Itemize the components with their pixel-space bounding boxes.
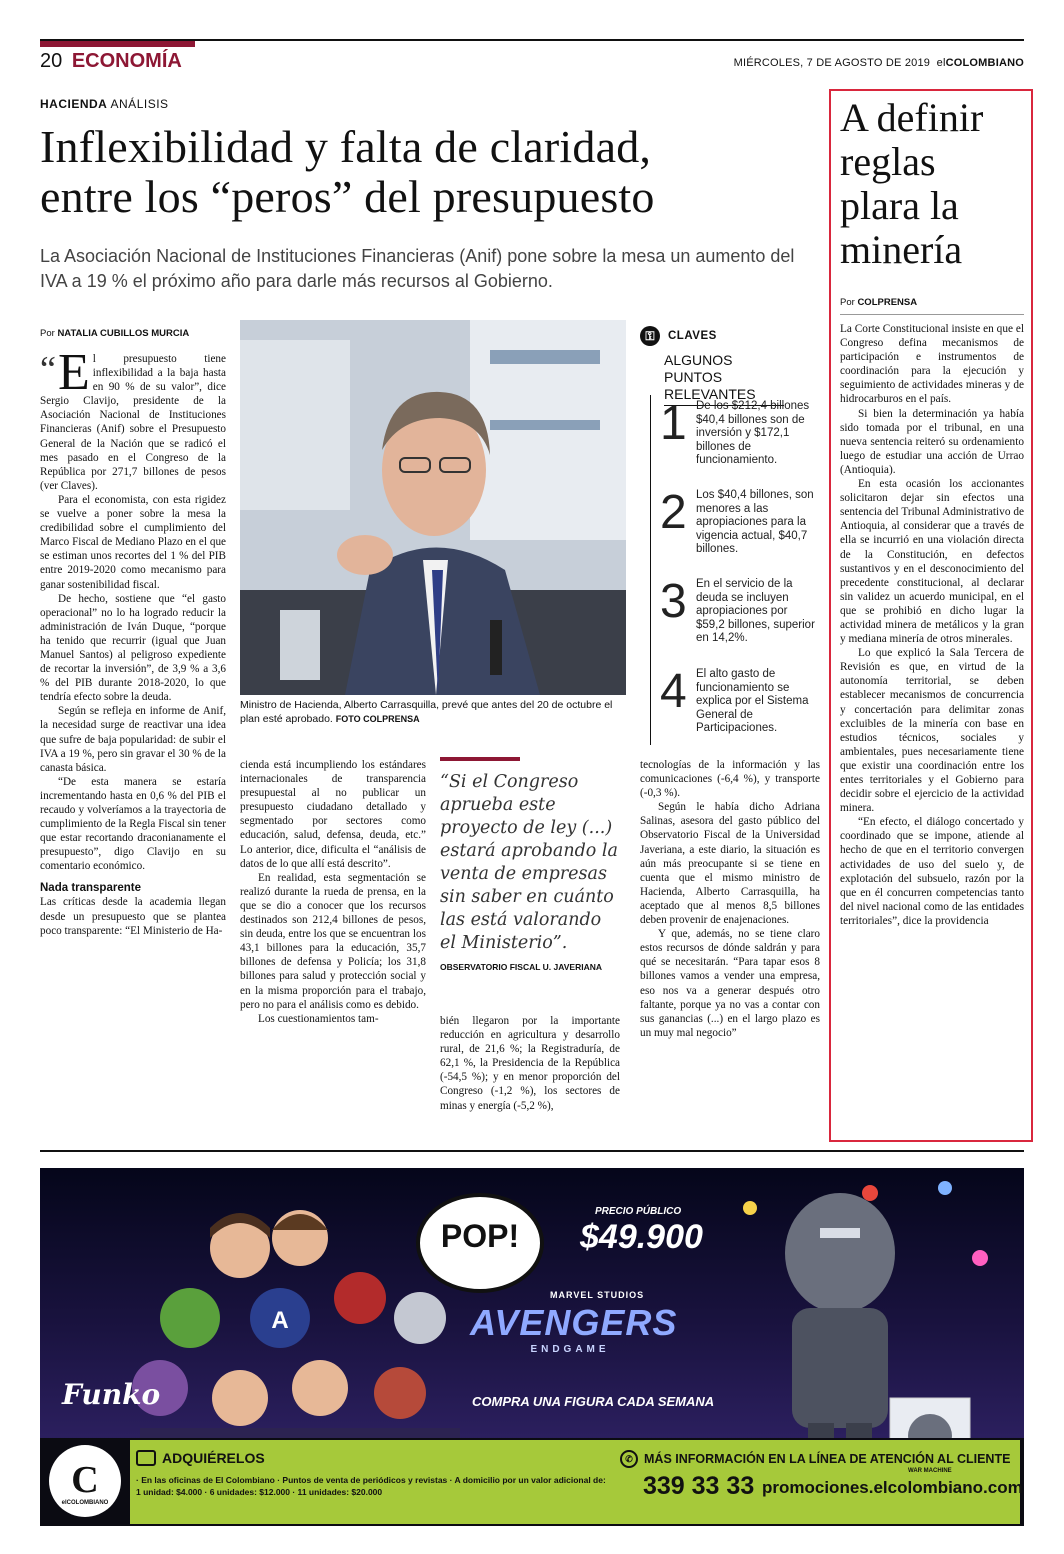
claves-item-number: 2 [660,486,687,539]
paragraph: Para el economista, con esta rigidez se vuelve a poner sobre la mesa la credibilidad sobre el cumplimiento del Marco Fiscal de Mediano Plazo en el que se estiman unos recortes del 1 % del PIB entre 2019-2020 como mecanismo para ganar sostenibilidad fiscal. [40,493,226,591]
info-title: MÁS INFORMACIÓN EN LA LÍNEA DE ATENCIÓN AL CLIENTE [644,1452,1011,1466]
pullquote-text: “Si el Congreso aprueba este proyecto de ley (...) estará aprobando la venta de empresas sin saber en cuánto las está valorando el Ministerio”. [440,772,618,953]
phone-icon: ✆ [620,1450,638,1468]
ad-box-label: WAR MACHINE [908,1468,952,1474]
paragraph: En esta ocasión los accionantes solicitaron dejar sin efectos una sentencia del Tribunal Administrativo de Antioquia, al considerar que a través de ella se incurrió en una violación directa de la Constitución, en defectos sustantivos y en el desconocimiento del precedente constitucional, al declarar sin validez un acuerdo municipal, en el que se prohibió en dicho lugar la actividad minera de metálicos y la gran y mediana minería de otros minerales. [840,478,1024,646]
acquire-line: 1 unidad: $4.000 · 6 unidades: $12.000 · 11 unidades: $20.000 [136,1487,383,1497]
claves-item-number: 4 [660,665,687,718]
article-column-1 [40,344,226,938]
headline-line-1: Inflexibilidad y falta de claridad, [40,121,652,172]
sidebar-body [840,322,1024,928]
article-column-4 [640,758,820,1040]
opening-quote-mark: “ [40,349,56,389]
paragraph: bién llegaron por la importante reducción en agricultura y desarrollo rural, de 21,6 %; la Registraduría, de 62,1 %, la Presidencia de la República (-54,5 %); y en menor proporción del Congreso (-1,2 %), los sectores de minas y energía (-5,2 %), [440,1015,620,1112]
section-name: ECONOMÍA [71,50,182,72]
claves-title: ALGUNOS PUNTOS RELEVANTES [664,352,784,406]
kicker-topic: HACIENDA [40,97,108,111]
paragraph: Los cuestionamientos tam- [258,1012,379,1025]
article-headline [40,122,820,222]
el-colombiano-logo: C [71,1459,99,1501]
kicker-type: ANÁLISIS [110,97,169,111]
sidebar-byline-prefix: Por [840,297,855,308]
paragraph: Si bien la determinación ya había sido tomada por el tribunal, en una nueva sentencia reiteró su ordenamiento luego de estudiar una acción de Urrao (Antioquia). [840,407,1024,476]
el-colombiano-logo-text: elCOLOMBIANO [61,1500,109,1506]
ad-price-label: PRECIO PÚBLICO [595,1206,682,1217]
article-dek: La Asociación Nacional de Instituciones Financieras (Anif) pone sobre la mesa un aumento del IVA a 19 % el próximo año para darle más recursos al Gobierno. [40,246,795,291]
cart-icon [136,1450,156,1466]
ad-separator [40,1150,1024,1152]
svg-text:A: A [271,1307,289,1334]
article-photo [240,320,626,695]
sidebar-title-line: plara la [840,183,959,228]
advertisement[interactable] [40,1168,1024,1526]
key-icon: ⚿ [640,326,660,346]
paragraph: Las críticas desde la academia llegan desde un presupuesto que se plantea poco transparente: “El Ministerio de Ha- [40,896,226,937]
article-column-3 [440,1014,620,1113]
paragraph: Y que, además, no se tiene claro estos recursos de dónde saldrán y para qué se necesitarán. “Para tapar esos 8 billones vamos a vender una empresa, eso nos va a generar después otro faltante, porque ya no vas a contar con sus ganancias (...) en el largo plazo es un muy mal negocio” [640,928,820,1039]
ad-studio: MARVEL STUDIOS [550,1290,645,1300]
claves-item [660,665,818,736]
acquire-details [136,1474,626,1498]
claves-item [660,486,818,557]
paragraph: “De esta manera se estaría incrementando hasta en 0,6 % del PIB el recaudo y volveríamos a la trayectoria de cumplimiento de la Regla Fiscal sin tener que estar recortando draconianamente el presupuesto”, digo Clavijo en su comentario económico. [40,775,226,873]
article-byline [40,328,189,339]
brand-name: COLOMBIANO [945,57,1024,69]
claves-item [660,575,818,646]
paragraph: “En efecto, el diálogo concertado y coordinado que se impone, atiende al hecho de que en el territorio convergen actividades de uso del suelo y, de explotación del subsuelo, razón por la que en él concurren competencias tanto del nivel nacional como de las entidades territoriales”, dice la providencia [840,816,1024,927]
funko-logo: Funko [62,1378,161,1411]
claves-header [640,326,818,406]
paragraph: cienda está incumpliendo los estándares internacionales de transparencia presupuestal al no publicar un presupuesto ciudadano detallado y segmentado por sectores como educación, salud, defensa, deuda, etc.” Lo anterior, dice, dificulta el “análisis de datos de lo que allí está descrito”. [240,759,426,870]
article-kicker [40,97,169,111]
pullquote-rule [440,757,520,761]
sidebar-title [840,96,1024,272]
photo-credit: FOTO COLPRENSA [335,713,420,724]
ad-phone[interactable]: 339 33 33 [643,1472,755,1500]
paragraph: En realidad, esta segmentación se realizó durante la rueda de prensa, en la que se dio a conocer que los recursos destinados son 212,4 billones de pesos, sin deuda, entre los que se encuentran los 43,1 billones para la educación, 35,7 billones de defensa y Policía; los 31,8 billones para salud y protección social y en la misma proporción para el trabajo, pero no para el análisis como es debido. [240,871,426,1011]
page-header [40,50,182,73]
sidebar-title-line: minería [840,227,963,272]
issue-date: MIÉRCOLES, 7 DE AGOSTO DE 2019 [733,57,931,69]
claves-item-text: El alto gasto de funcionamiento se explica por el Sistema General de Participaciones. [696,668,809,734]
headline-line-2: entre los “peros” del presupuesto [40,171,655,222]
paragraph: Según se refleja en informe de Anif, la necesidad surge de reactivar una idea que sufre de baja popularidad: de subir el IVA a 19 %, pero sin gravar el 30 % de la canasta básica. [40,705,226,774]
ad-movie-title: AVENGERS [470,1302,678,1343]
claves-item-number: 1 [660,397,687,450]
ad-website-link[interactable]: promociones.elcolombiano.com [762,1478,1023,1497]
caption-text: Ministro de Hacienda, Alberto Carrasquilla, prevé que antes del 20 de octubre el plan esté aprobado. [240,699,613,725]
info-header [620,1450,1010,1468]
sidebar-title-line: reglas [840,139,936,184]
sidebar-byline-name: COLPRENSA [857,297,918,308]
claves-item-text: En el servicio de la deuda se incluyen apropiaciones por $59,2 billones, superior en 14,2%. [696,578,815,644]
paragraph: De hecho, sostiene que “el gasto operacional” no lo ha logrado reducir la administración de Iván Duque, “porque ha tenido que recurrir (igual que Juan Manuel Santos) al peligroso expediente de recortar la inversión”, de 3,9 % a 3,6 % del PIB durante 2018-2020, lo que tendría efecto sobre la deuda. [40,592,226,704]
paragraph: Según le había dicho Adriana Salinas, asesora del gasto público del Observatorio Fiscal de la Universidad Javeriana, a este diario, la situación es aún más preocupante si se tiene en cuenta que el mismo ministro de Hacienda, Alberto Carrasquilla, ha aceptado que al menos 8,5 billones deben provenir de enajenaciones. [640,801,820,927]
section-bar [40,41,195,47]
claves-item-text: Los $40,4 billones, son menores a las apropiaciones para la vigencia actual, $40,7 billones. [696,489,814,555]
drop-cap: E [57,344,90,401]
acquire-header [136,1450,265,1466]
page-number: 20 [40,50,63,72]
claves-item-text: De los $212,4 billones $40,4 billones son de inversión y $172,1 billones de funcionamiento. [696,400,810,466]
claves-item [660,397,818,468]
claves-vertical-rule [650,395,651,745]
article-column-2 [240,758,426,1026]
claves-item-number: 3 [660,575,687,628]
sidebar-rule [840,314,1024,315]
byline-prefix: Por [40,328,55,339]
pop-logo: POP! [440,1218,520,1254]
paragraph-intro: l presupuesto tiene inflexibilidad a la baja hasta en 90 % de su valor”, dice Sergio Clavijo, presidente de la Asociación Nacional de Instituciones Financieras (Anif) sobre el Presupuesto General de la Nación que se radicó el mes pasado en el Congreso de la República por 271,7 billones de pesos (ver Claves). [40,353,226,492]
byline-name: NATALIA CUBILLOS MURCIA [57,328,190,339]
paragraph: tecnologías de la información y las comunicaciones (-6,4 %), y transporte (-0,3 %). [640,759,820,800]
pullquote-source: OBSERVATORIO FISCAL U. JAVERIANA [440,962,602,972]
dateline [734,57,1024,69]
subhead: Nada transparente [40,882,141,895]
acquire-line: · En las oficinas de El Colombiano · Puntos de venta de periódicos y revistas · A domicilio por un valor adicional de: [136,1475,606,1485]
ad-price: $49.900 [580,1218,703,1256]
sidebar-title-line: A definir [840,95,984,140]
ad-movie-subtitle: ENDGAME [530,1344,610,1355]
claves-label: CLAVES [668,330,717,342]
paragraph: Lo que explicó la Sala Tercera de Revisión es que, en virtud de la autonomía territorial, se deben establecer mecanismos de concurrencia y concertación para delimitar zonas excluibles de la minería con base en estudios técnicos, sociales y ambientales, pues necesariamente tiene que existir una coordinación entre los entes territoriales y el Gobierno para decidir sobre el ejercicio de la actividad minera. [840,647,1024,815]
ad-tagline: COMPRA UNA FIGURA CADA SEMANA [472,1394,715,1409]
brand-prefix: el [936,57,946,69]
paragraph: La Corte Constitucional insiste en que el Congreso defina mecanismos de participación e instrumentos de coordinación para la ejecución y seguimiento de actividades mineras y de hidrocarburos en el país. [840,323,1024,406]
acquire-title: ADQUIÉRELOS [162,1450,265,1466]
minister-photo-illustration [240,320,626,695]
sidebar-byline [840,297,917,308]
photo-caption [240,699,626,726]
